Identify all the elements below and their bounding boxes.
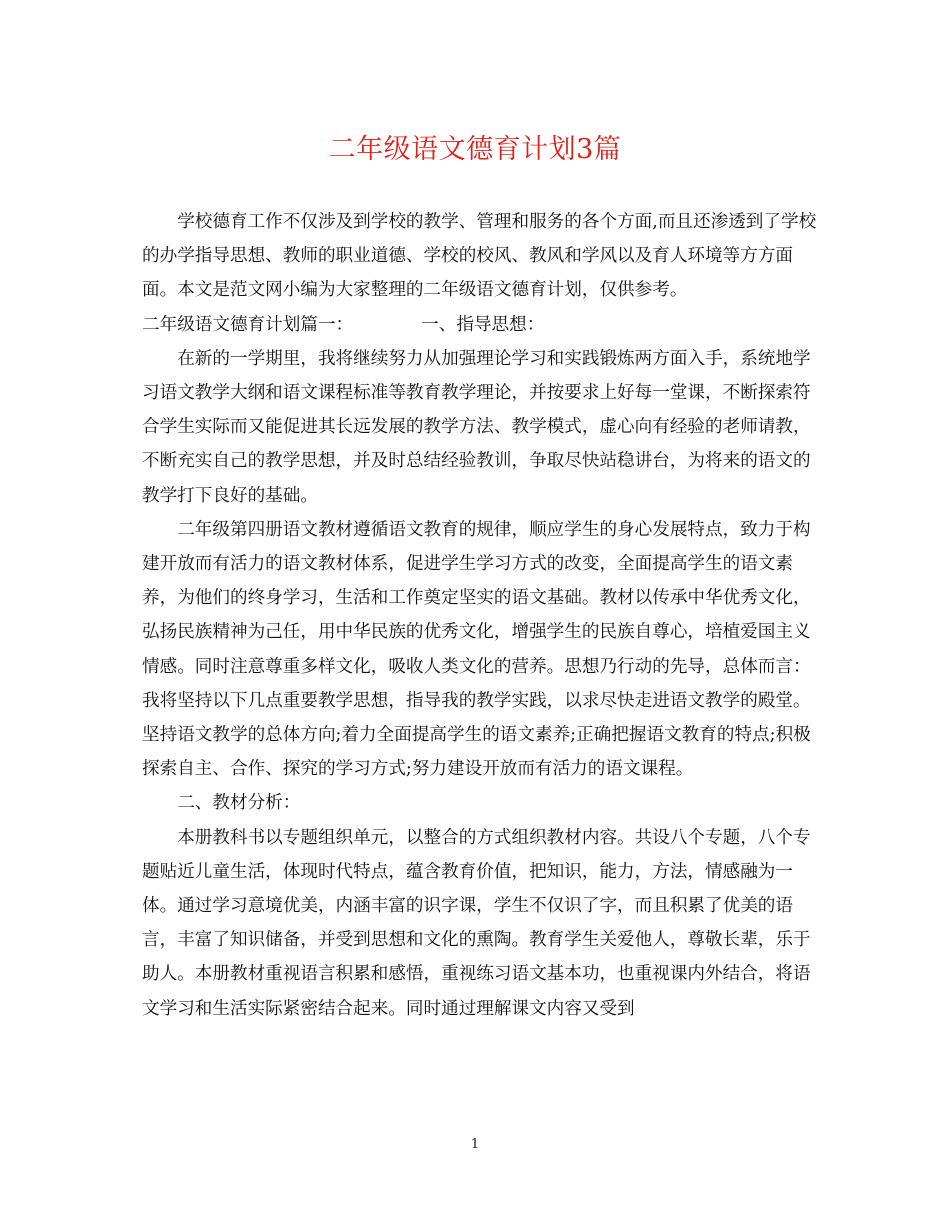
paragraph-3: 本册教科书以专题组织单元，以整合的方式组织教材内容。共设八个专题，八个专题贴近儿童生活，体现时代特点，蕴含教育价值，把知识，能力，方法，情感融为一体。通过学习意境优美，内涵丰富的识字课，学生不仅识了字，而且积累了优美的语言，丰富了知识储备，并受到思想和文化的熏陶。教育学生关爱他人，尊敬长辈，乐于助人。本册教材重视语言积累和感悟，重视练习语文基本功，也重视课内外结合，将语文学习和生活实际紧密结合起来。同时通过理解课文内容又受到 xyxy=(142,827,811,1019)
page-number: 1 xyxy=(470,1137,480,1152)
document-body xyxy=(142,205,818,1026)
section-label: 二年级语文德育计划篇一： xyxy=(142,314,354,335)
document-title: 二年级语文德育计划3篇 xyxy=(328,134,622,165)
intro-paragraph: 学校德育工作不仅涉及到学校的教学、管理和服务的各个方面,而且还渗透到了学校的办学指导思想、教师的职业道德、学校的校风、教风和学风以及育人环境等方方面面。本文是范文网小编为大家整理的二年级语文德育计划，仅供参考。 xyxy=(142,212,817,301)
section-heading-textbook-analysis: 二、教材分析： xyxy=(177,793,301,814)
section-line xyxy=(142,308,818,342)
paragraph-2: 二年级第四册语文教材遵循语文教育的规律，顺应学生的身心发展特点，致力于构建开放而有活力的语文教材体系，促进学生学习方式的改变，全面提高学生的语文素养，为他们的终身学习，生活和工作奠定坚实的语文基础。教材以传承中华优秀文化，弘扬民族精神为己任，用中华民族的优秀文化，增强学生的民族自尊心，培植爱国主义情感。同时注意尊重多样文化，吸收人类文化的营养。思想乃行动的先导，总体而言：我将坚持以下几点重要教学思想，指导我的教学实践，以求尽快走进语文教学的殿堂。坚持语文教学的总体方向;着力全面提高学生的语文素养;正确把握语文教育的特点;积极探索自主、合作、探究的学习方式;努力建设开放而有活力的语文课程。 xyxy=(142,519,811,780)
section-heading-guiding-thought: 一、指导思想： xyxy=(421,314,545,335)
paragraph-1: 在新的一学期里，我将继续努力从加强理论学习和实践锻炼两方面入手，系统地学习语文教学大纲和语文课程标准等教育教学理论，并按要求上好每一堂课，不断探索符合学生实际而又能促进其长远发展的教学方法、教学模式，虚心向有经验的老师请教，不断充实自己的教学思想，并及时总结经验教训，争取尽快站稳讲台，为将来的语文的教学打下良好的基础。 xyxy=(142,348,811,506)
